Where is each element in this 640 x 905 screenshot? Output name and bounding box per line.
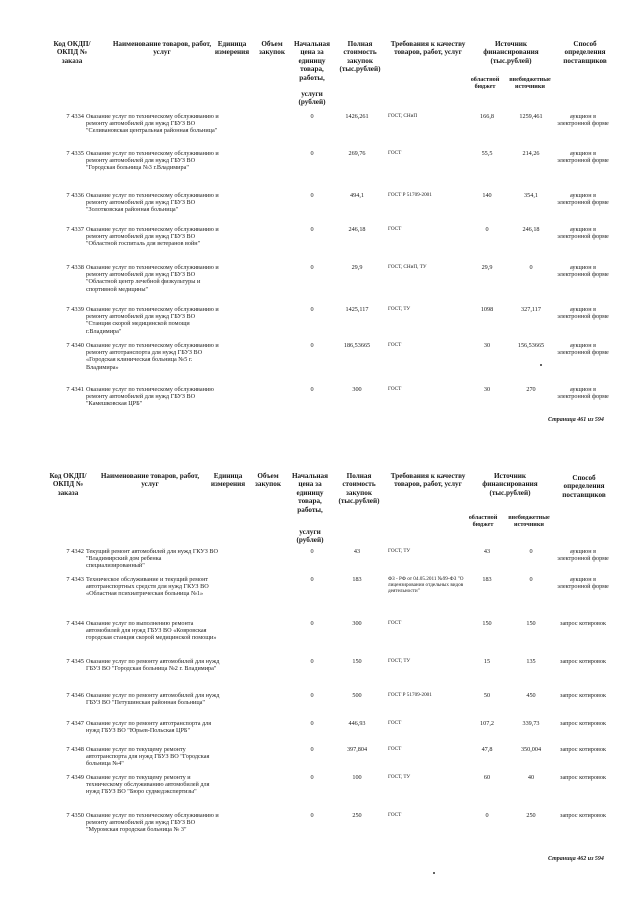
header-total: Полная стоимость закупок (тыс.рублей): [339, 40, 381, 74]
row-start-price: 0: [310, 774, 314, 781]
row-name: Оказание услуг по выполнению ремонта автомобилей для нужд ГБУЗ ВО «Ковровская городская станция скорой медицинской помощи»: [86, 620, 217, 642]
row-extrabudget: 270: [526, 386, 536, 393]
header-name: Наименование товаров, работ, услуг: [100, 472, 200, 489]
row-total: 29,9: [351, 264, 363, 271]
row-method: аукцион в электронной форме: [557, 576, 609, 591]
row-total: 100: [352, 774, 362, 781]
row-name: Техническое обслуживание и текущий ремонт автотранспортных средств для нужд ГКУЗ ВО «Областная психиатрическая больница №1»: [86, 576, 209, 598]
row-method: запрос котировок: [560, 658, 606, 665]
row-total: 446,93: [348, 720, 366, 727]
row-code: 7 4338: [66, 264, 84, 271]
row-start-price: 0: [310, 576, 314, 583]
row-start-price: 0: [310, 306, 314, 313]
row-name: Оказание услуг по ремонту автомобилей для нужд ГБУЗ ВО "Петушинская районная больница": [86, 692, 220, 707]
scan-mark: [433, 872, 435, 874]
row-requirements: ГОСТ Р 51709-2001: [388, 192, 432, 198]
row-regional: 43: [483, 548, 491, 555]
row-requirements: ГОСТ: [388, 812, 402, 818]
row-total: 269,76: [348, 150, 366, 157]
row-method: аукцион в электронной форме: [557, 226, 609, 241]
row-requirements: ГОСТ, ТУ: [388, 306, 411, 312]
row-requirements: ГОСТ, СНиП: [388, 113, 418, 119]
page-number: Страница 462 из 594: [548, 856, 604, 862]
row-method: запрос котировок: [560, 692, 606, 699]
row-code: 7 4349: [66, 774, 84, 781]
header-source-regional: областной бюджет: [468, 514, 498, 529]
header-source-regional: областной бюджет: [470, 76, 500, 91]
row-method: аукцион в электронной форме: [557, 342, 609, 357]
header-requirements: Требования к качеству товаров, работ, услуг: [390, 40, 466, 57]
row-extrabudget: 327,117: [521, 306, 541, 313]
row-name: Оказание услуг по техническому обслуживанию и ремонту автомобилей для нужд ГБУЗ ВО "Муромская городская больница № 3": [86, 812, 219, 834]
header-start-price-services: услуги (рублей): [298, 90, 326, 107]
header-requirements: Требования к качеству товаров, работ, услуг: [390, 472, 466, 489]
row-regional: 15: [483, 658, 491, 665]
row-total: 250: [352, 812, 362, 819]
row-code: 7 4350: [66, 812, 84, 819]
row-extrabudget: 0: [529, 548, 533, 555]
row-extrabudget: 156,53665: [517, 342, 545, 349]
header-volume: Объем закупок: [259, 40, 285, 57]
row-extrabudget: 1259,461: [519, 113, 543, 120]
row-method: запрос котировок: [560, 720, 606, 727]
row-regional: 29,9: [481, 264, 493, 271]
header-code: Код ОКДП/ ОКПД № заказа: [53, 40, 91, 65]
row-start-price: 0: [310, 386, 314, 393]
row-name: Оказание услуг по текущему ремонту и техническому обслуживанию автомобилей для нужд ГБУЗ ВО "Бюро судмедэкспертизы": [86, 774, 210, 796]
row-extrabudget: 339,73: [522, 720, 540, 727]
row-name: Оказание услуг по техническому обслуживанию ремонту автомобилей для нужд ГБУЗ ВО "Камешковская ЦРБ": [86, 386, 214, 408]
row-requirements: ГОСТ: [388, 342, 402, 348]
row-name: Оказание услуг по текущему ремонту автотранспорта для нужд ГБУЗ ВО "Городская больница №4": [86, 746, 210, 768]
row-code: 7 4340: [66, 342, 84, 349]
row-start-price: 0: [310, 746, 314, 753]
row-total: 43: [353, 548, 361, 555]
row-total: 500: [352, 692, 362, 699]
row-requirements: ФЗ - РФ от 04.05.2011 №99-ФЗ "О лицензировании отдельных видов деятельности": [388, 576, 464, 594]
row-extrabudget: 150: [526, 620, 536, 627]
row-extrabudget: 40: [527, 774, 535, 781]
row-extrabudget: 350,004: [520, 746, 542, 753]
row-total: 397,804: [346, 746, 368, 753]
row-method: аукцион в электронной форме: [557, 113, 609, 128]
row-code: 7 4341: [66, 386, 84, 393]
row-start-price: 0: [310, 342, 314, 349]
row-regional: 140: [482, 192, 492, 199]
row-total: 494,1: [350, 192, 364, 199]
row-extrabudget: 0: [529, 576, 533, 583]
row-start-price: 0: [310, 812, 314, 819]
header-source: Источник финансирования (тыс.рублей): [483, 40, 539, 65]
row-total: 300: [352, 386, 362, 393]
row-name: Оказание услуг по техническому обслуживанию и ремонту автомобилей для нужд ГБУЗ ВО "Селивановская центральная районная больница": [86, 113, 219, 135]
row-start-price: 0: [310, 658, 314, 665]
row-name: Оказание услуг по ремонту автомобилей для нужд ГБУЗ ВО "Городская больница №2 г. Владимира": [86, 658, 220, 673]
row-requirements: ГОСТ: [388, 150, 402, 156]
row-code: 7 4334: [66, 113, 84, 120]
row-requirements: ГОСТ: [388, 620, 402, 626]
row-regional: 166,8: [480, 113, 494, 120]
row-requirements: ГОСТ, ТУ: [388, 774, 411, 780]
row-total: 246,18: [348, 226, 366, 233]
header-source: Источник финансирования (тыс.рублей): [482, 472, 538, 497]
row-start-price: 0: [310, 548, 314, 555]
row-method: аукцион в электронной форме: [557, 192, 609, 207]
row-requirements: ГОСТ: [388, 386, 402, 392]
row-start-price: 0: [310, 620, 314, 627]
row-method: аукцион в электронной форме: [557, 150, 609, 165]
row-regional: 60: [483, 774, 491, 781]
row-name: Оказание услуг по техническому обслуживанию и ремонту автомобилей для нужд ГБУЗ ВО "Станция скорой медицинской помощи г.Владимира": [86, 306, 219, 335]
row-regional: 47,8: [481, 746, 493, 753]
row-code: 7 4337: [66, 226, 84, 233]
row-method: запрос котировок: [560, 746, 606, 753]
row-start-price: 0: [310, 192, 314, 199]
row-regional: 30: [483, 386, 491, 393]
row-extrabudget: 250: [526, 812, 536, 819]
row-requirements: ГОСТ, СНиП, ТУ: [388, 264, 427, 270]
row-total: 1426,261: [345, 113, 369, 120]
header-volume: Объем закупок: [255, 472, 281, 489]
row-method: аукцион в электронной форме: [557, 264, 609, 279]
row-total: 300: [352, 620, 362, 627]
row-requirements: ГОСТ: [388, 720, 402, 726]
row-method: аукцион в электронной форме: [557, 386, 609, 401]
row-name: Оказание услуг по техническому обслуживанию и ремонту автомобилей для нужд ГБУЗ ВО "Областной госпиталь для ветеранов войн": [86, 226, 219, 248]
row-start-price: 0: [310, 150, 314, 157]
row-code: 7 4336: [66, 192, 84, 199]
row-method: запрос котировок: [560, 812, 606, 819]
row-code: 7 4346: [66, 692, 84, 699]
row-name: Оказание услуг по техническому обслуживанию и ремонту автотранспорта для нужд ГБУЗ ВО «Городская клиническая больница №5 г. Владимира»: [86, 342, 219, 371]
row-code: 7 4344: [66, 620, 84, 627]
row-regional: 183: [482, 576, 492, 583]
row-start-price: 0: [310, 720, 314, 727]
header-source-extrabudget: внебюджетные источники: [508, 514, 550, 529]
row-total: 1425,117: [345, 306, 369, 313]
row-extrabudget: 135: [526, 658, 536, 665]
row-code: 7 4347: [66, 720, 84, 727]
row-regional: 0: [485, 226, 489, 233]
row-name: Оказание услуг по ремонту автотранспорта для нужд ГБУЗ ВО "Юрьев-Польская ЦРБ": [86, 720, 212, 735]
row-extrabudget: 214,26: [522, 150, 540, 157]
row-method: аукцион в электронной форме: [557, 548, 609, 563]
row-name: Оказание услуг по техническому обслуживанию и ремонту автомобилей для нужд ГБУЗ ВО "Золотковская районная больница": [86, 192, 219, 214]
row-regional: 55,5: [481, 150, 493, 157]
row-requirements: ГОСТ, ТУ: [388, 658, 411, 664]
row-method: запрос котировок: [560, 774, 606, 781]
row-extrabudget: 0: [529, 264, 533, 271]
row-name: Оказание услуг по техническому обслуживанию и ремонту автомобилей для нужд ГБУЗ ВО "Городская больница №3 г.Владимира": [86, 150, 219, 172]
row-total: 183: [352, 576, 362, 583]
header-method: Способ определения поставщиков: [562, 474, 606, 499]
row-name: Текущий ремонт автомобилей для нужд ГКУЗ ВО "Владимирский дом ребенка специализированный": [86, 548, 218, 570]
row-method: аукцион в электронной форме: [557, 306, 609, 321]
row-start-price: 0: [310, 264, 314, 271]
row-start-price: 0: [310, 226, 314, 233]
row-regional: 50: [483, 692, 491, 699]
header-start-price-services: услуги (рублей): [296, 528, 324, 545]
row-start-price: 0: [310, 692, 314, 699]
row-regional: 30: [483, 342, 491, 349]
row-requirements: ГОСТ: [388, 746, 402, 752]
header-start-price: Начальная цена за единицу товара, работы,: [293, 40, 331, 82]
row-extrabudget: 246,18: [522, 226, 540, 233]
row-code: 7 4342: [66, 548, 84, 555]
row-regional: 0: [485, 812, 489, 819]
row-start-price: 0: [310, 113, 314, 120]
row-extrabudget: 450: [526, 692, 536, 699]
row-regional: 150: [482, 620, 492, 627]
row-code: 7 4348: [66, 746, 84, 753]
header-method: Способ определения поставщиков: [563, 40, 607, 65]
page-number: Страница 461 из 594: [548, 417, 604, 423]
row-code: 7 4335: [66, 150, 84, 157]
row-regional: 107,2: [480, 720, 494, 727]
row-total: 186,53665: [343, 342, 371, 349]
row-regional: 1098: [480, 306, 494, 313]
header-source-extrabudget: внебюджетные источники: [509, 76, 551, 91]
row-extrabudget: 354,1: [524, 192, 538, 199]
header-unit: Единица измерения: [214, 40, 250, 57]
row-name: Оказание услуг по техническому обслуживанию и ремонту автомобилей для нужд ГБУЗ ВО "Областной центр лечебной физкультуры и спортивной медицины": [86, 264, 219, 293]
row-code: 7 4343: [66, 576, 84, 583]
row-code: 7 4339: [66, 306, 84, 313]
row-requirements: ГОСТ, ТУ: [388, 548, 411, 554]
header-code: Код ОКДП/ ОКПД № заказа: [49, 472, 87, 497]
row-requirements: ГОСТ: [388, 226, 402, 232]
header-start-price: Начальная цена за единицу товара, работы,: [291, 472, 329, 514]
row-requirements: ГОСТ Р 51709-2001: [388, 692, 432, 698]
header-unit: Единица измерения: [210, 472, 246, 489]
row-code: 7 4345: [66, 658, 84, 665]
header-total: Полная стоимость закупок (тыс.рублей): [338, 472, 380, 506]
row-total: 150: [352, 658, 362, 665]
row-method: запрос котировок: [560, 620, 606, 627]
header-name: Наименование товаров, работ, услуг: [112, 40, 212, 57]
